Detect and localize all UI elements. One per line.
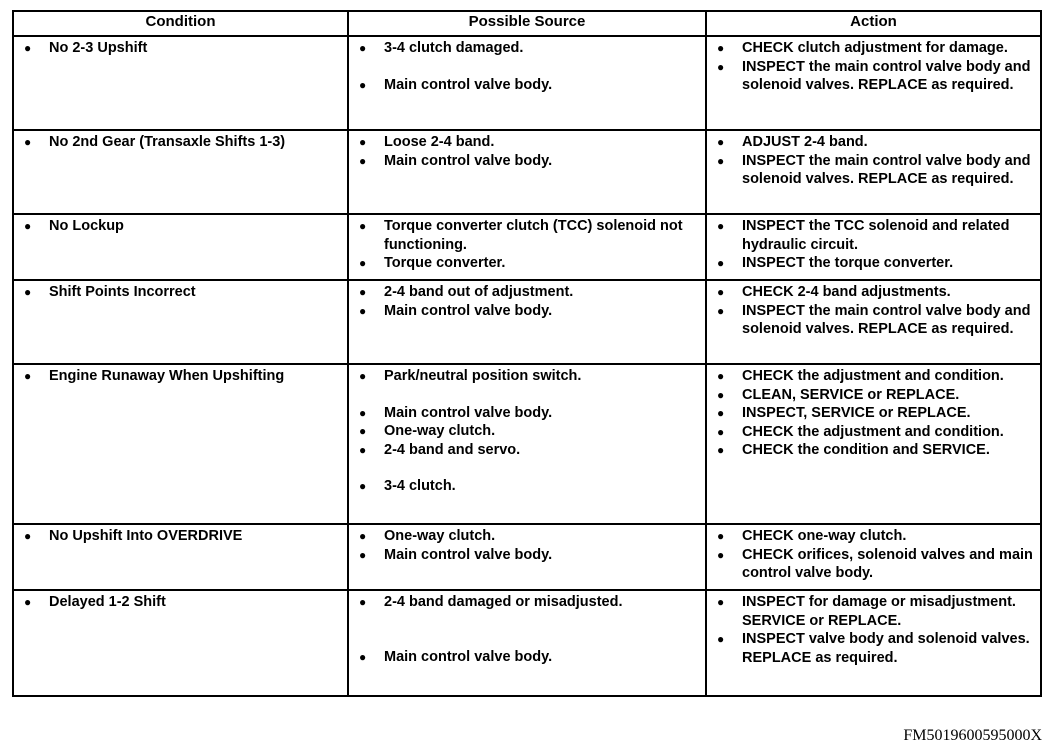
table-row	[13, 214, 1041, 280]
condition-text: ● No Upshift Into OVERDRIVE	[20, 527, 341, 546]
source-cell	[348, 524, 706, 590]
table-row	[13, 524, 1041, 590]
table-row	[13, 590, 1041, 696]
condition-text: ● No 2nd Gear (Transaxle Shifts 1-3)	[20, 133, 341, 152]
source-cell	[348, 36, 706, 130]
action-cell	[706, 36, 1041, 130]
action-item: ● CHECK the adjustment and condition.	[713, 423, 1034, 442]
header-row	[13, 11, 1041, 36]
table-row	[13, 130, 1041, 214]
source-item: ● Park/neutral position switch.	[355, 367, 699, 386]
source-item: ● One-way clutch.	[355, 422, 699, 441]
action-item: ● ADJUST 2-4 band.	[713, 133, 1034, 152]
action-cell	[706, 130, 1041, 214]
source-item: ● Torque converter.	[355, 254, 699, 273]
table-row	[13, 364, 1041, 524]
header-condition: Condition	[13, 11, 348, 36]
action-item: ● CHECK 2-4 band adjustments.	[713, 283, 1034, 302]
action-item: ● CHECK one-way clutch.	[713, 527, 1034, 546]
source-item: ● Main control valve body.	[355, 76, 699, 95]
action-item: ● CHECK clutch adjustment for damage.	[713, 39, 1034, 58]
source-item: ● Loose 2-4 band.	[355, 133, 699, 152]
source-item: ● 2-4 band damaged or misadjusted.	[355, 593, 699, 612]
action-item: ● CLEAN, SERVICE or REPLACE.	[713, 386, 1034, 405]
action-cell	[706, 590, 1041, 696]
source-item: ● Main control valve body.	[355, 302, 699, 321]
action-item: ● CHECK the adjustment and condition.	[713, 367, 1034, 386]
source-item: ● Main control valve body.	[355, 648, 699, 667]
source-item: ● One-way clutch.	[355, 527, 699, 546]
source-item: ● Main control valve body.	[355, 152, 699, 171]
source-item: ● 3-4 clutch.	[355, 477, 699, 496]
action-cell	[706, 280, 1041, 364]
source-item: ● Main control valve body.	[355, 546, 699, 565]
condition-cell	[13, 590, 348, 696]
source-cell	[348, 364, 706, 524]
action-item: ● CHECK the condition and SERVICE.	[713, 441, 1034, 460]
action-item: ● INSPECT the main control valve body and solenoid valves. REPLACE as required.	[713, 302, 1034, 339]
action-item: ● INSPECT for damage or misadjustment. SERVICE or REPLACE.	[713, 593, 1034, 630]
action-item: ● INSPECT the main control valve body and solenoid valves. REPLACE as required.	[713, 152, 1034, 189]
action-item: ● INSPECT valve body and solenoid valves. REPLACE as required.	[713, 630, 1034, 667]
action-item: ● CHECK orifices, solenoid valves and main control valve body.	[713, 546, 1034, 583]
source-cell	[348, 214, 706, 280]
source-item: ● 3-4 clutch damaged.	[355, 39, 699, 58]
diagnosis-table	[12, 10, 1042, 697]
condition-cell	[13, 36, 348, 130]
source-cell	[348, 130, 706, 214]
action-item: ● INSPECT the main control valve body and solenoid valves. REPLACE as required.	[713, 58, 1034, 95]
condition-text: ● No Lockup	[20, 217, 341, 236]
condition-cell	[13, 130, 348, 214]
action-item: ● INSPECT, SERVICE or REPLACE.	[713, 404, 1034, 423]
condition-cell	[13, 524, 348, 590]
action-item: ● INSPECT the torque converter.	[713, 254, 1034, 273]
header-action: Action	[706, 11, 1041, 36]
condition-cell	[13, 364, 348, 524]
source-cell	[348, 280, 706, 364]
condition-text: ● Delayed 1-2 Shift	[20, 593, 341, 612]
table-row	[13, 280, 1041, 364]
condition-text: ● Engine Runaway When Upshifting	[20, 367, 341, 386]
condition-text: ● Shift Points Incorrect	[20, 283, 341, 302]
source-item: ● 2-4 band out of adjustment.	[355, 283, 699, 302]
source-item: ● Torque converter clutch (TCC) solenoid not functioning.	[355, 217, 699, 254]
condition-cell	[13, 214, 348, 280]
table-row	[13, 36, 1041, 130]
source-item: ● Main control valve body.	[355, 404, 699, 423]
action-item: ● INSPECT the TCC solenoid and related hydraulic circuit.	[713, 217, 1034, 254]
source-cell	[348, 590, 706, 696]
figure-id: FM5019600595000X	[903, 727, 1042, 744]
action-cell	[706, 364, 1041, 524]
condition-text: ● No 2-3 Upshift	[20, 39, 341, 58]
header-possible-source: Possible Source	[348, 11, 706, 36]
condition-cell	[13, 280, 348, 364]
action-cell	[706, 524, 1041, 590]
action-cell	[706, 214, 1041, 280]
source-item: ● 2-4 band and servo.	[355, 441, 699, 460]
